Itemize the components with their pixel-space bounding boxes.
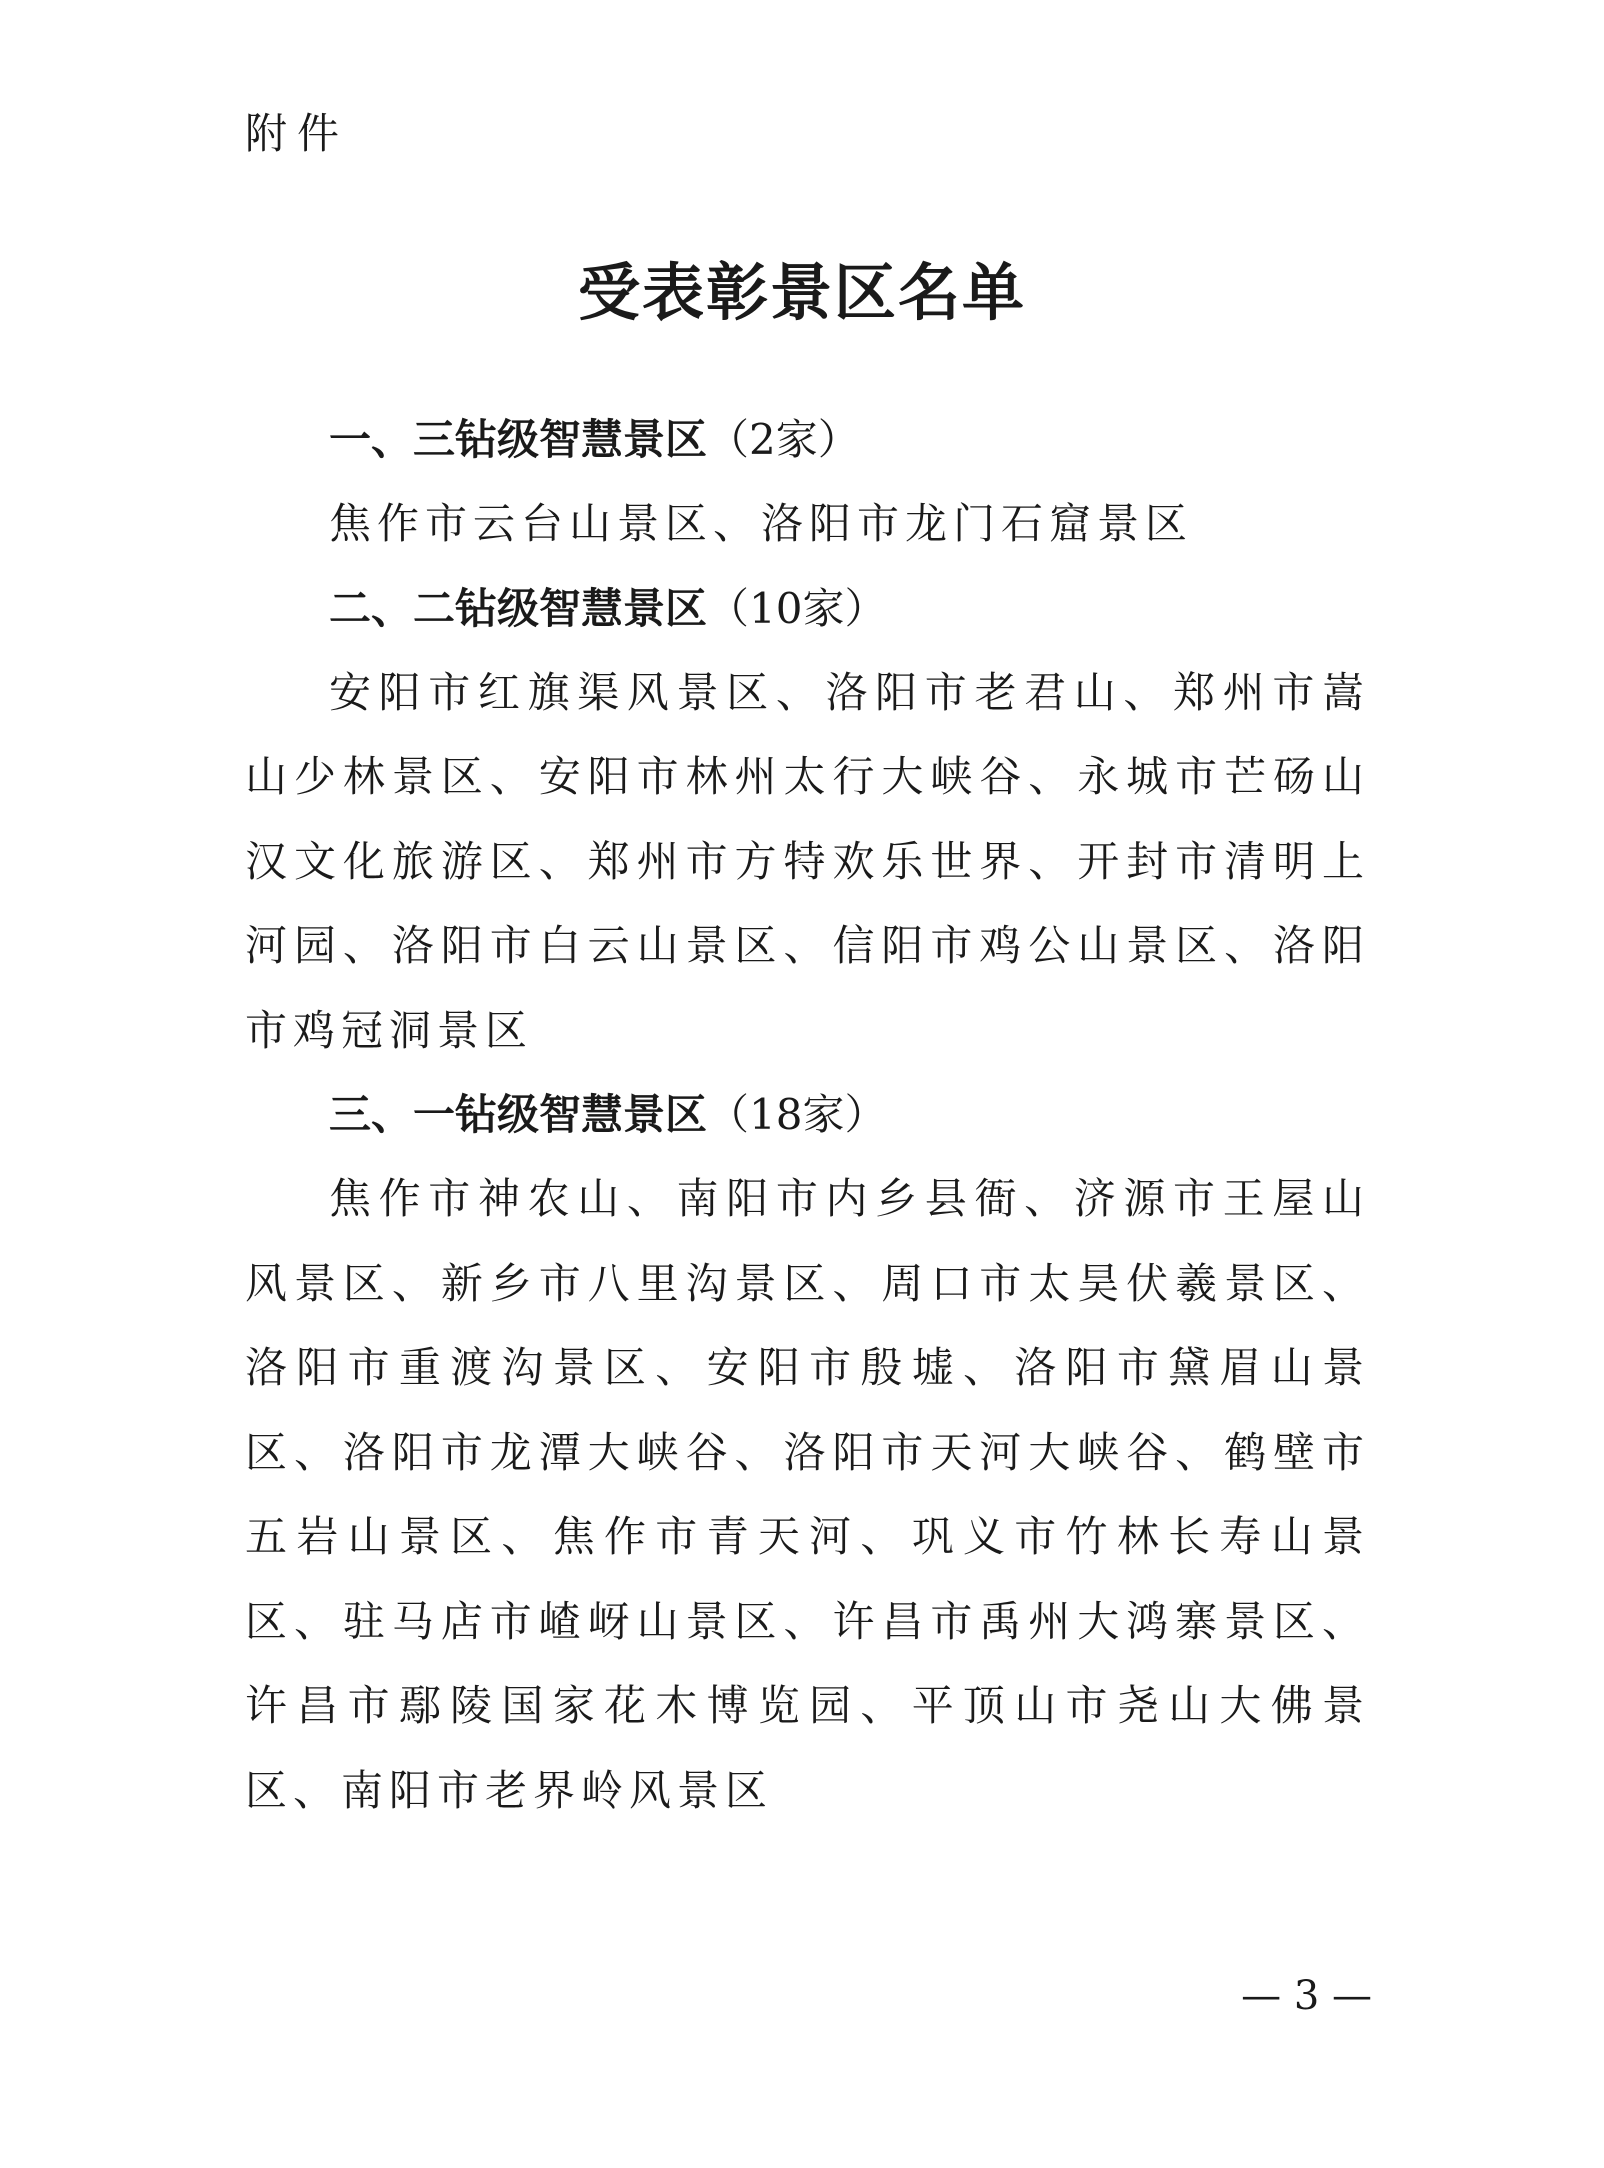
attachment-label: 附件 <box>245 109 350 158</box>
section-body: 焦作市神农山、南阳市内乡县衙、济源市王屋山风景区、新乡市八里沟景区、周口市太昊伏羲景区、洛阳市重渡沟景区、安阳市殷墟、洛阳市黛眉山景区、洛阳市龙潭大峡谷、洛阳市天河大峡谷、鹤壁市五岩山景区、焦作市青天河、巩义市竹林长寿山景区、驻马店市嵖岈山景区、许昌市禹州大鸿寨景区、许昌市鄢陵国家花木博览园、平顶山市尧山大佛景区、南阳市老界岭风景区 <box>245 1174 1370 1815</box>
section-two-diamond <box>245 567 1370 1074</box>
section-heading <box>245 567 1370 651</box>
section-heading-text: 三、一钻级智慧景区 <box>329 1090 708 1139</box>
section-one-diamond <box>245 1073 1370 1833</box>
page-number: — 3 — <box>1241 1973 1372 2019</box>
section-three-diamond <box>245 398 1370 567</box>
section-heading <box>245 1073 1370 1157</box>
document-title: 受表彰景区名单 <box>577 256 1026 329</box>
section-heading <box>245 398 1370 482</box>
section-count: （10家） <box>707 583 887 633</box>
document-content <box>245 398 1370 1833</box>
section-body: 焦作市云台山景区、洛阳市龙门石窟景区 <box>329 499 1194 548</box>
section-body: 安阳市红旗渠风景区、洛阳市老君山、郑州市嵩山少林景区、安阳市林州太行大峡谷、永城市芒砀山汉文化旅游区、郑州市方特欢乐世界、开封市清明上河园、洛阳市白云山景区、信阳市鸡公山景区、洛阳市鸡冠洞景区 <box>245 667 1370 1055</box>
section-count: （18家） <box>707 1090 887 1139</box>
section-heading-text: 二、二钻级智慧景区 <box>329 583 708 633</box>
section-count: （2家） <box>707 415 860 464</box>
section-heading-text: 一、三钻级智慧景区 <box>329 415 708 464</box>
